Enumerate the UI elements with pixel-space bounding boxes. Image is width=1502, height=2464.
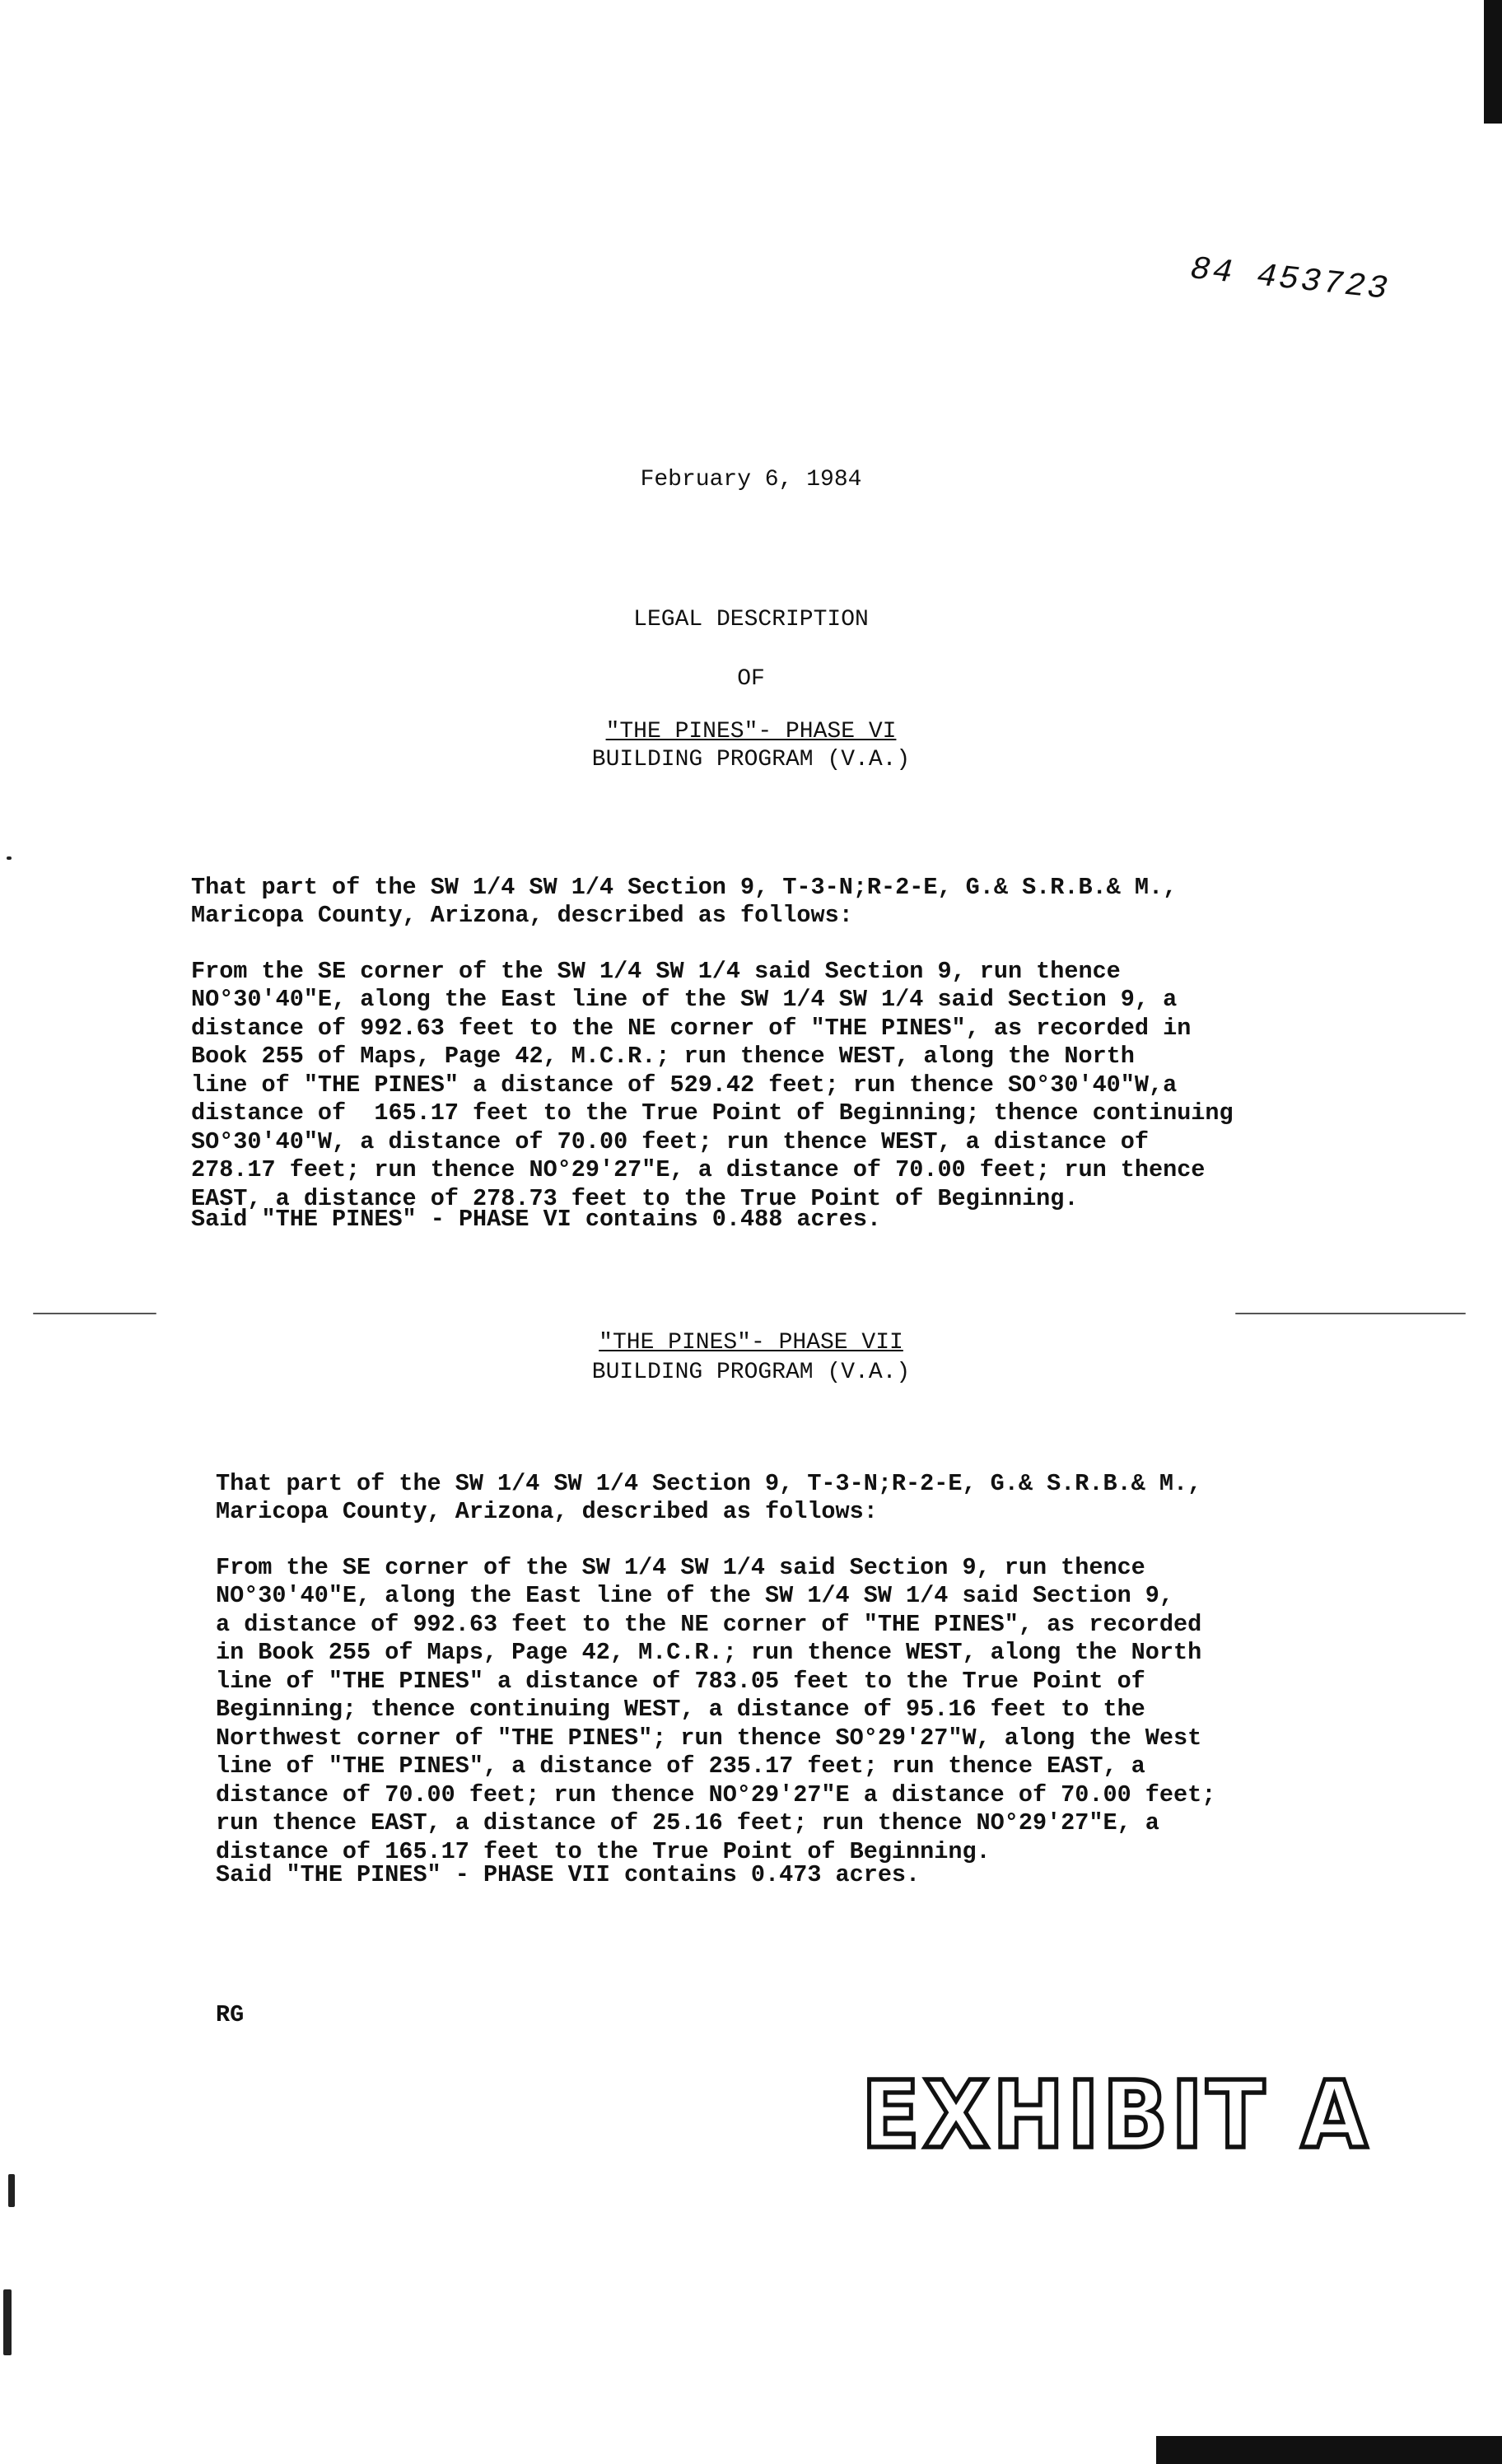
phase7-body-line: Northwest corner of "THE PINES"; run thence SO°29'27"W, along the West [216, 1724, 1202, 1752]
phase7-body [216, 1525, 1215, 1866]
phase6-title [0, 718, 1502, 746]
phase6-subtitle: BUILDING PROGRAM (V.A.) [591, 747, 911, 772]
phase7-body-line: line of "THE PINES" a distance of 783.05 feet to the True Point of [216, 1667, 1145, 1695]
phase7-title-text: "THE PINES"- PHASE VII [599, 1330, 903, 1356]
phase6-body-line: NO°30'40"E, along the East line of the SW 1/4 SW 1/4 said Section 9, a [191, 986, 1178, 1013]
scan-speck [3, 2289, 12, 2355]
phase7-intro-line: Maricopa County, Arizona, described as follows: [216, 1498, 878, 1525]
heading-of: OF [737, 666, 765, 692]
phase7-body-line: distance of 165.17 feet to the True Point of Beginning. [216, 1837, 991, 1865]
phase6-title-text: "THE PINES"- PHASE VI [605, 719, 897, 744]
document-number: 84 453723 [1188, 251, 1392, 310]
phase7-body-line: in Book 255 of Maps, Page 42, M.C.R.; run thence WEST, along the North [216, 1639, 1202, 1666]
phase6-body [191, 929, 1234, 1213]
phase6-body-line: From the SE corner of the SW 1/4 SW 1/4 said Section 9, run thence [191, 957, 1121, 985]
phase7-body-line: run thence EAST, a distance of 25.16 feet; run thence NO°29'27"E, a [216, 1809, 1159, 1836]
scan-speck [33, 1313, 156, 1314]
phase6-body-line: line of "THE PINES" a distance of 529.42 feet; run thence SO°30'40"W,a [191, 1071, 1178, 1099]
phase7-summary: Said "THE PINES" - PHASE VII contains 0.473 acres. [216, 1861, 921, 1888]
phase7-subtitle: BUILDING PROGRAM (V.A.) [591, 1360, 911, 1385]
phase6-body-line: Book 255 of Maps, Page 42, M.C.R.; run thence WEST, along the North [191, 1043, 1135, 1070]
phase6-body-line: distance of 992.63 feet to the NE corner of "THE PINES", as recorded in [191, 1014, 1192, 1042]
exhibit-stamp: EXHIBIT A [861, 2060, 1371, 2169]
scan-speck [7, 856, 12, 860]
phase6-intro [191, 845, 1177, 931]
scan-speck [8, 2174, 15, 2207]
phase7-body-line: NO°30'40"E, along the East line of the SW 1/4 SW 1/4 said Section 9, [216, 1582, 1173, 1609]
phase7-intro [216, 1441, 1201, 1527]
phase6-body-line: SO°30'40"W, a distance of 70.00 feet; run thence WEST, a distance of [191, 1127, 1149, 1155]
scan-edge-right [1484, 0, 1502, 124]
phase6-body-line: EAST, a distance of 278.73 feet to the True Point of Beginning. [191, 1184, 1079, 1212]
phase7-intro-line: That part of the SW 1/4 SW 1/4 Section 9, T-3-N;R-2-E, G.& S.R.B.& M., [216, 1469, 1202, 1497]
scan-speck [1235, 1313, 1466, 1314]
phase7-title [0, 1329, 1502, 1357]
phase6-body-line: distance of 165.17 feet to the True Point of Beginning; thence continuing [191, 1099, 1234, 1127]
phase7-body-line: From the SE corner of the SW 1/4 SW 1/4 said Section 9, run thence [216, 1553, 1145, 1581]
scan-edge-bottom [1156, 2436, 1502, 2464]
document-date: February 6, 1984 [640, 467, 862, 492]
heading-legal-description: LEGAL DESCRIPTION [633, 607, 869, 632]
phase6-intro-line: That part of the SW 1/4 SW 1/4 Section 9, T-3-N;R-2-E, G.& S.R.B.& M., [191, 873, 1178, 901]
phase7-body-line: Beginning; thence continuing WEST, a distance of 95.16 feet to the [216, 1696, 1145, 1723]
initials: RG [216, 2001, 245, 2028]
phase6-intro-line: Maricopa County, Arizona, described as follows: [191, 902, 853, 929]
phase7-body-line: distance of 70.00 feet; run thence NO°29'27"E a distance of 70.00 feet; [216, 1780, 1216, 1808]
phase6-summary: Said "THE PINES" - PHASE VI contains 0.488 acres. [191, 1206, 882, 1233]
phase6-body-line: 278.17 feet; run thence NO°29'27"E, a distance of 70.00 feet; run thence [191, 1156, 1206, 1183]
phase7-body-line: a distance of 992.63 feet to the NE corner of "THE PINES", as recorded [216, 1610, 1202, 1638]
phase7-body-line: line of "THE PINES", a distance of 235.17 feet; run thence EAST, a [216, 1752, 1145, 1780]
